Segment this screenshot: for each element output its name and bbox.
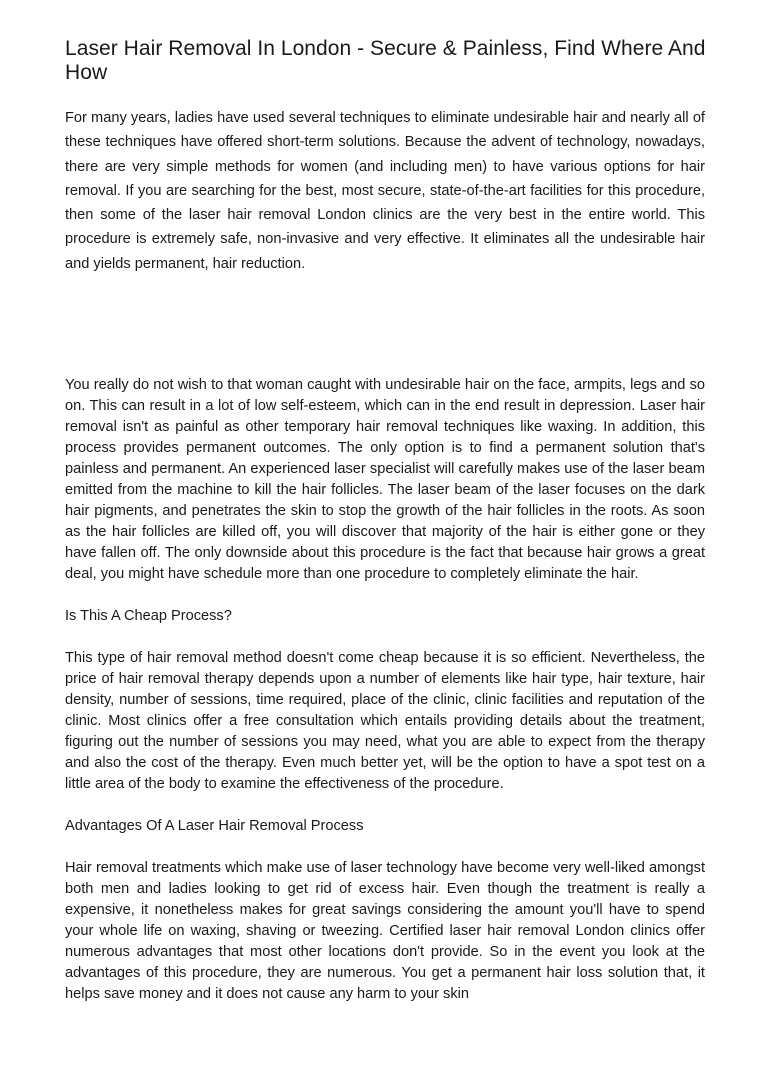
intro-paragraph: For many years, ladies have used several techniques to eliminate undesirable hair and nearly all of these techniques have offered short-term solutions. Because the advent of technology, nowadays, there are very simple methods for women (and including men) to have various options for hair removal. If you are searching for the best, most secure, state-of-the-art facilities for this procedure, then some of the laser hair removal London clinics are the very best in the entire world. This procedure is extremely safe, non-invasive and very effective. It eliminates all the undesirable hair and yields permanent, hair reduction.	[65, 110, 705, 272]
article-body	[65, 375, 705, 1026]
body-paragraph: You really do not wish to that woman caught with undesirable hair on the face, armpits, legs and so on. This can result in a lot of low self-esteem, which can in the end result in depression. Laser hair removal isn't as painful as other temporary hair removal techniques like waxing. In addition, this process provides permanent outcomes. The only option is to find a permanent solution that's painless and permanent. An experienced laser specialist will carefully makes use of the laser beam emitted from the machine to kill the hair follicles. The laser beam of the laser focuses on the dark hair pigments, and penetrates the skin to stop the growth of the hair follicles in the roots. As soon as the hair follicles are killed off, you will discover that majority of the hair is either gone or they have fallen off. The only downside about this procedure is the fact that because hair grows a great deal, you might have schedule more than one procedure to completely eliminate the hair.	[65, 377, 705, 582]
page-title: Laser Hair Removal In London - Secure & Painless, Find Where And How	[65, 37, 706, 84]
body-paragraph: Hair removal treatments which make use of laser technology have become very well-liked amongst both men and ladies looking to get rid of excess hair. Even though the treatment is really a expensive, it nonetheless makes for great savings considering the amount you'll have to spend your whole life on waxing, shaving or tweezing. Certified laser hair removal London clinics offer numerous advantages that most other locations don't provide. So in the event you look at the advantages of this procedure, they are numerous. You get a permanent hair loss solution that, it helps save money and it does not cause any harm to your skin	[65, 860, 705, 1002]
section-heading: Advantages Of A Laser Hair Removal Process	[65, 818, 364, 834]
body-paragraph: This type of hair removal method doesn't come cheap because it is so efficient. Nevertheless, the price of hair removal therapy depends upon a number of elements like hair type, hair texture, hair density, number of sessions, time required, place of the clinic, clinic facilities and reputation of the clinic. Most clinics offer a free consultation which entails providing details about the treatment, figuring out the number of sessions you may need, what you are able to expect from the therapy and also the cost of the therapy. Even much better yet, will be the option to have a spot test on a little area of the body to examine the effectiveness of the procedure.	[65, 650, 705, 792]
section-heading: Is This A Cheap Process?	[65, 608, 232, 624]
